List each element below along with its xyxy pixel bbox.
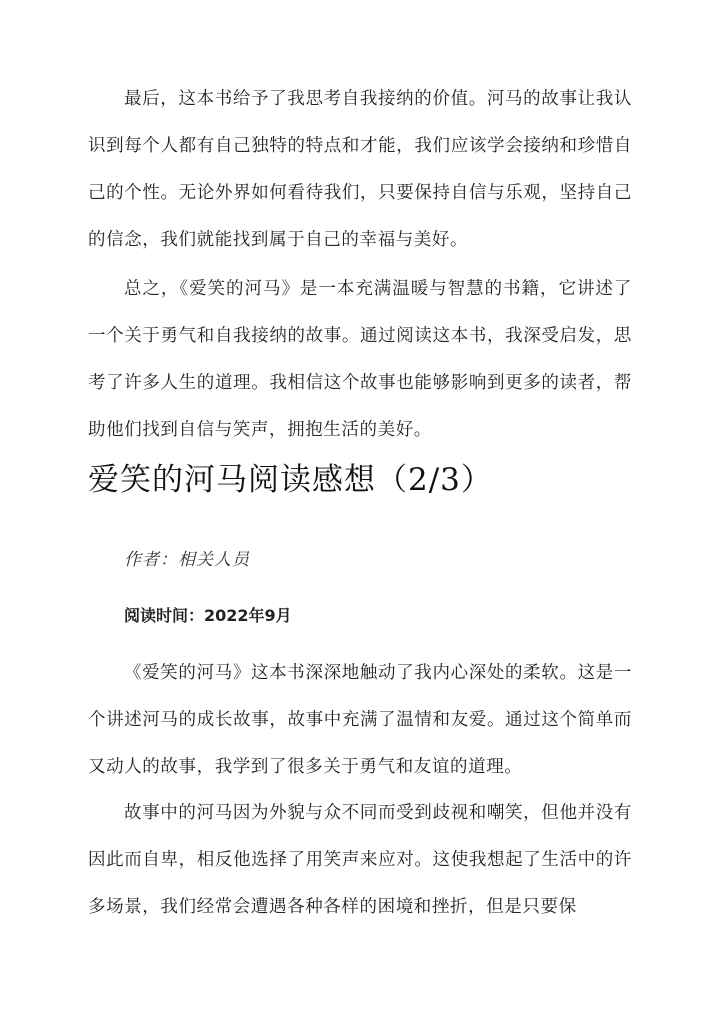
paragraph-self-acceptance: 最后，这本书给予了我思考自我接纳的价值。河马的故事让我认识到每个人都有自己独特的特点和才能，我们应该学会接纳和珍惜自己的个性。无论外界如何看待我们，只要保持自信与乐观，坚持自己的信念，我们就能找到属于自己的幸福与美好。 xyxy=(88,89,632,250)
author-line: 作者：相关人员 xyxy=(124,550,250,570)
paragraph-intro: 《爱笑的河马》这本书深深地触动了我内心深处的柔软。这是一个讲述河马的成长故事，故事中充满了温情和友爱。通过这个简单而又动人的故事，我学到了很多关于勇气和友谊的道理。 xyxy=(88,663,632,777)
paragraph-conclusion: 总之，《爱笑的河马》是一本充满温暖与智慧的书籍，它讲述了一个关于勇气和自我接纳的故事。通过阅读这本书，我深受启发，思考了许多人生的道理。我相信这个故事也能够影响到更多的读者，帮助他们找到自信与笑声，拥抱生活的美好。 xyxy=(88,279,632,440)
read-time-line: 阅读时间：2022年9月 xyxy=(124,606,292,625)
section-title: 爱笑的河马阅读感想（2/3） xyxy=(88,462,493,498)
paragraph-story: 故事中的河马因为外貌与众不同而受到歧视和嘲笑，但他并没有因此而自卑，相反他选择了用笑声来应对。这使我想起了生活中的许多场景，我们经常会遭遇各种各样的困境和挫折，但是只要保 xyxy=(88,803,632,917)
